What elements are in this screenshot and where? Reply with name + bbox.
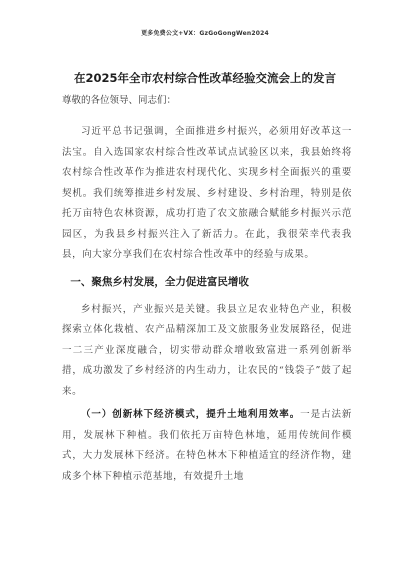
document-body (62, 92, 352, 490)
paragraph-intro: 习近平总书记强调，全面推进乡村振兴，必须用好改革这一法宝。自入选国家农村综合性改革试点试验区以来，我县始终将农村综合性改革作为推进农村现代化、实现乡村全面振兴的重要契机。我们统筹推进乡村发展、乡村建设、乡村治理，特别是依托万亩特色农林资源，成功打造了农文旅融合赋能乡村振兴示范园区，为我县乡村振兴注入了新活力。在此，我很荣幸代表我县，向大家分享我们在农村综合性改革中的经验与成果。 (62, 126, 352, 260)
subsection-heading: （一）创新林下经济模式，提升土地利用效率。 (81, 409, 301, 420)
paragraph-subsection (62, 405, 352, 487)
document-title: 在2025年全市农村综合性改革经验交流会上的发言 (73, 71, 336, 85)
section-heading: 一、聚焦乡村发展，全力促进富民增收 (70, 275, 249, 288)
header-note: 更多免费公文+VX：GzGoGongWen2024 (141, 30, 269, 37)
subsection-text: 一是古法新用，发展林下种植。我们依托万亩特色林地，延用传统间作模式，大力发展林下经济。在特色林木下种植适宜的经济作物，建成多个林下种植示范基地，有效提升土地 (62, 409, 352, 482)
salutation: 尊敬的各位领导、同志们： (62, 95, 177, 106)
paragraph-industry: 乡村振兴，产业振兴是关键。我县立足农业特色产业，积极探索立体化栽植、农产品精深加工及文旅服务业发展路径，促进一二三产业深度融合，切实带动群众增收致富进一系列创新举措，成功激发了乡村经济的内生动力，让农民的“钱袋子”鼓了起来。 (62, 303, 352, 397)
